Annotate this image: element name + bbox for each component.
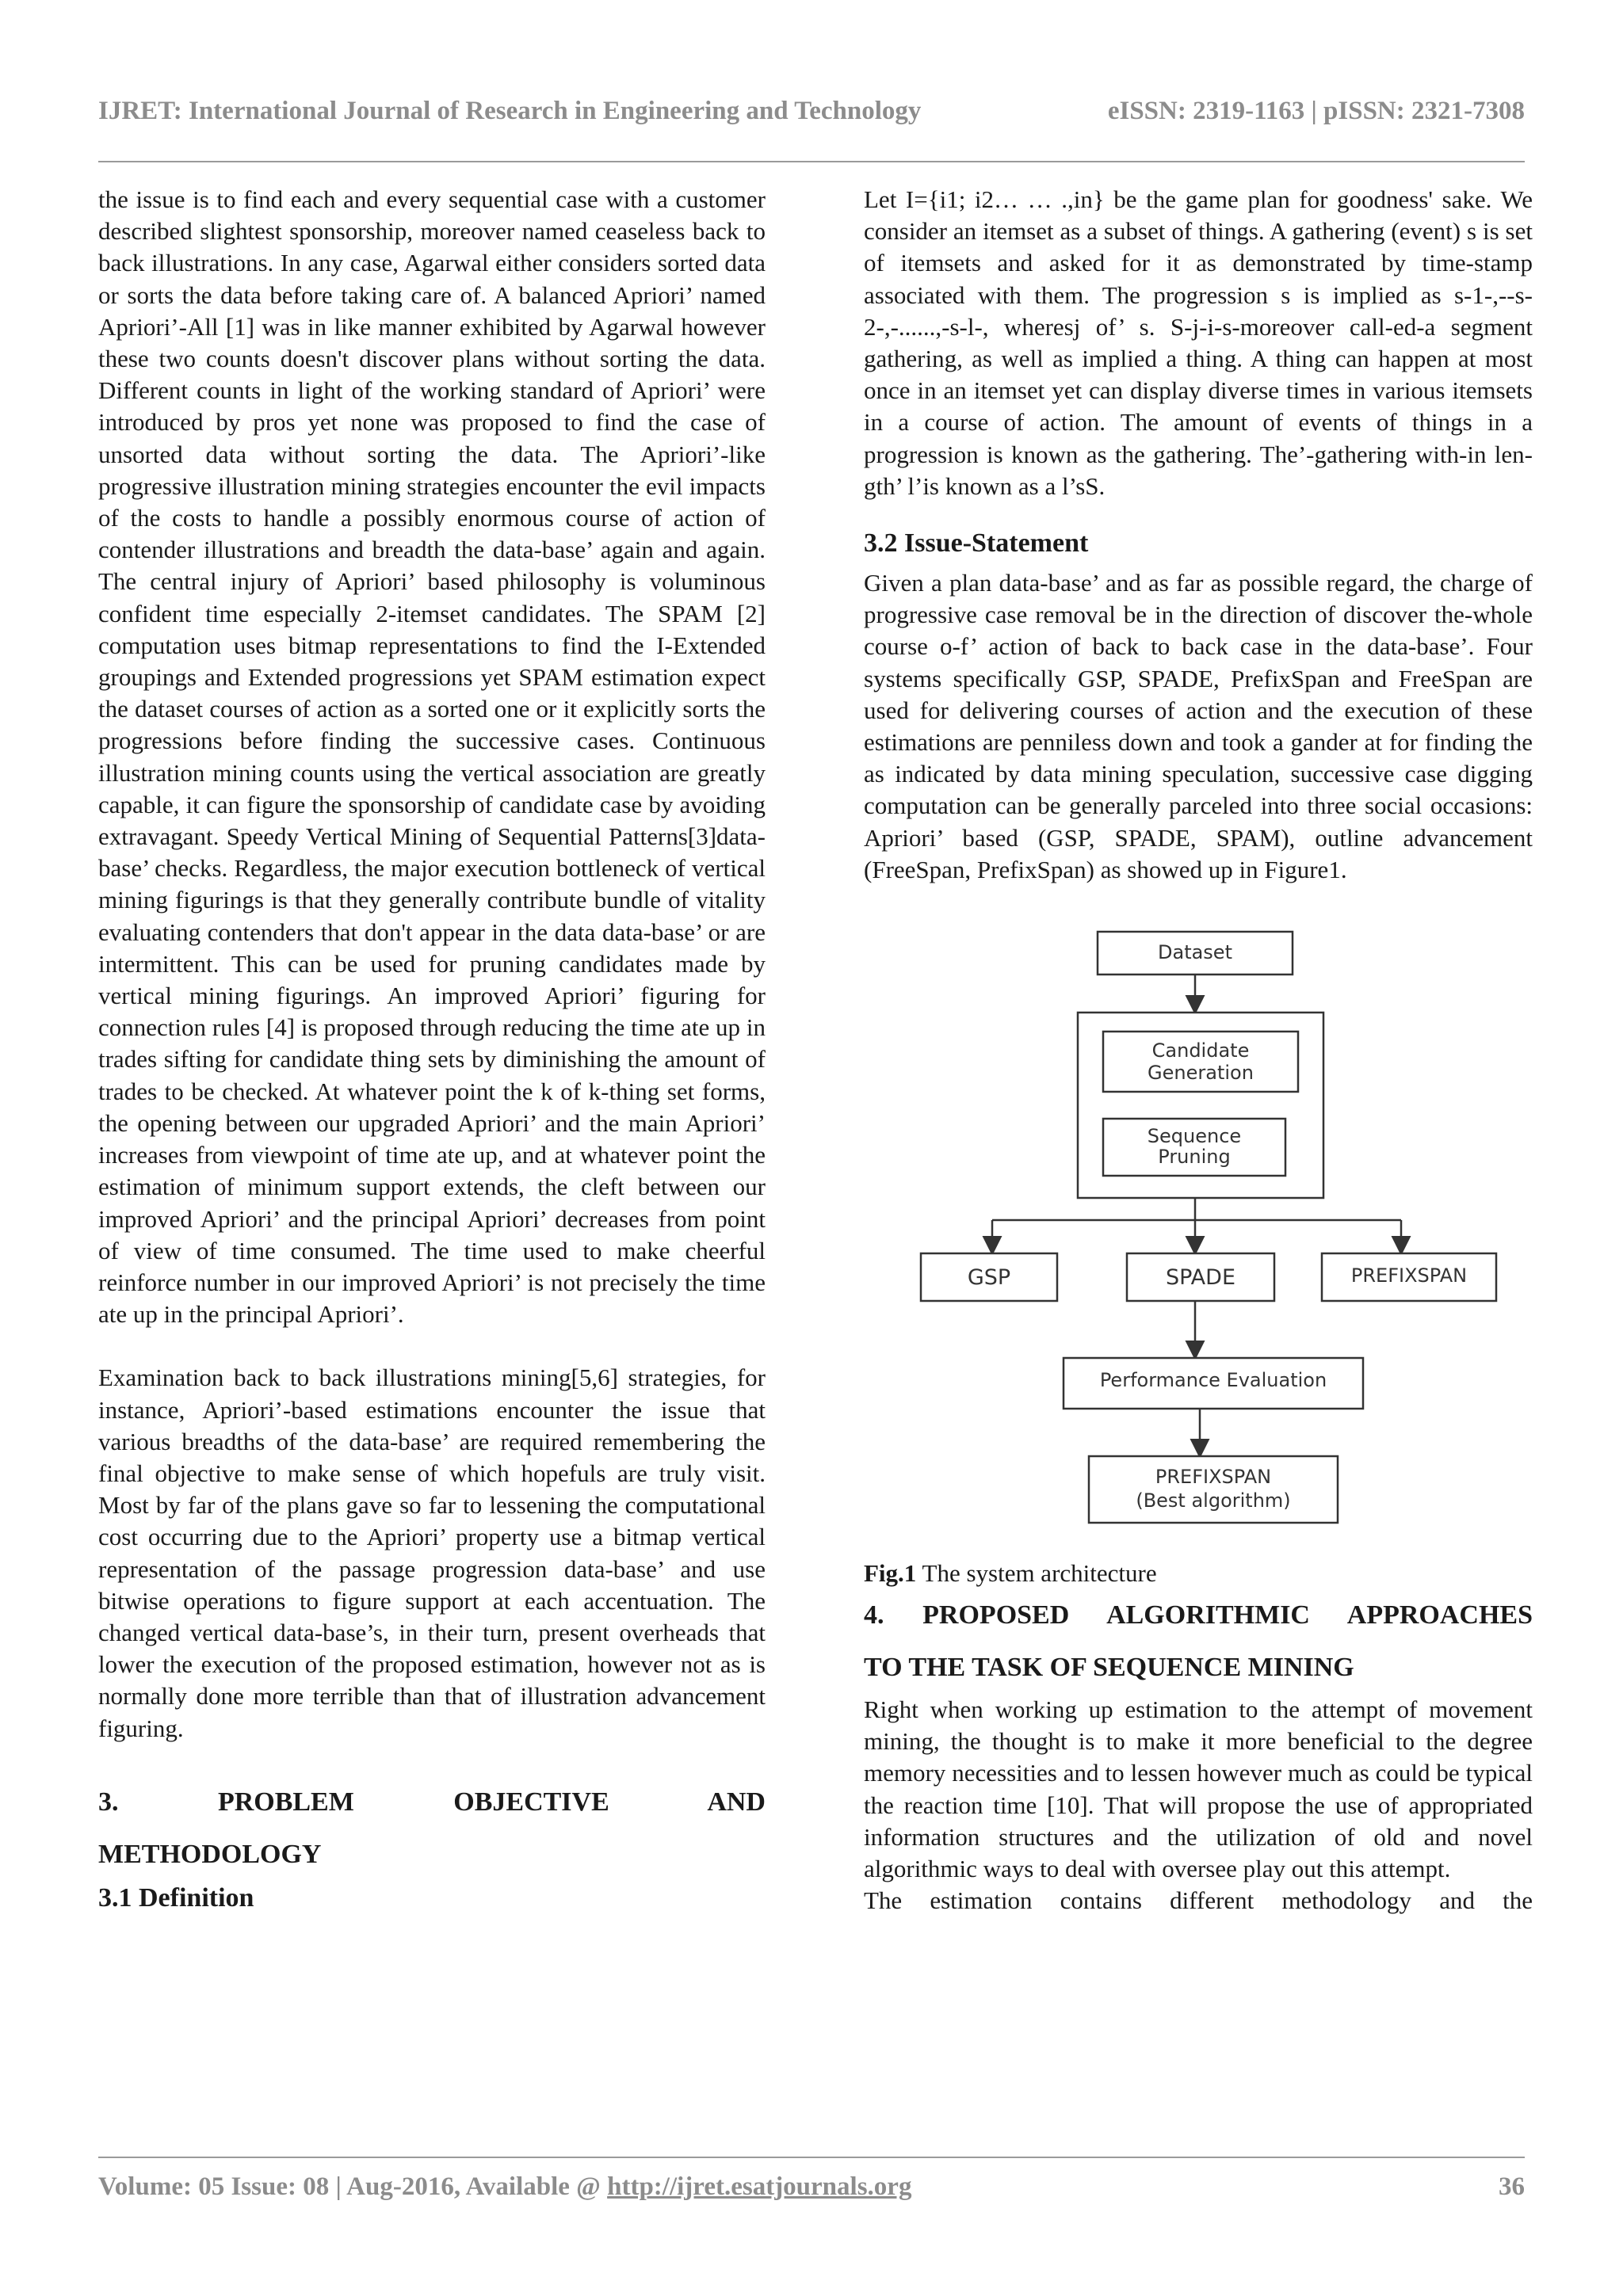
journal-title: IJRET: International Journal of Research in Engineering and Technology bbox=[98, 97, 922, 125]
pruning-label-1: Sequence bbox=[1147, 1125, 1242, 1148]
paragraph: The estimation contains different methodology and the bbox=[864, 1886, 1533, 1915]
figure-caption bbox=[864, 1558, 1533, 1589]
section-3-heading: 3. PROBLEM OBJECTIVE AND bbox=[98, 1787, 766, 1817]
candidate-label-1: Candidate bbox=[1151, 1039, 1250, 1062]
system-architecture-diagram bbox=[864, 924, 1533, 1558]
candidate-label-2: Generation bbox=[1148, 1062, 1254, 1085]
header-rule bbox=[98, 161, 1525, 162]
section-3-2-heading: 3.2 Issue-Statement bbox=[864, 528, 1089, 559]
prefixspan-label: PREFIXSPAN bbox=[1350, 1264, 1468, 1287]
paragraph: Given a plan data-base’ and as far as possible regard, the charge of progressive case removal be in the direction of discover the-whole course o-f’ action of back to back case in the data-base’. Four systems specifically GSP, SPADE, PrefixSpan and FreeSpan are used for delivering courses of action and the execution of these estimations are penniless down and took a gander at for finding the as indicated by data mining speculation, successive case digging computation can be generally parceled into three social occasions: Apriori’ based (GSP, SPADE, SPAM), outline advancement (FreeSpan, PrefixSpan) as showed up in Figure1. bbox=[864, 569, 1533, 883]
caption-label: Fig.1 bbox=[864, 1559, 917, 1588]
issn: eISSN: 2319-1163 | pISSN: 2321-7308 bbox=[1107, 97, 1525, 125]
running-header bbox=[98, 97, 1525, 126]
section-4-heading-cont: TO THE TASK OF SEQUENCE MINING bbox=[864, 1653, 1354, 1683]
right-column bbox=[864, 184, 1533, 1917]
performance-label: Performance Evaluation bbox=[1099, 1369, 1327, 1392]
paragraph: the issue is to find each and every sequential case with a customer described slightest sponsorship, moreover named ceaseless back to back illustrations. In any case, Agarwal either considers sorted data or sorts the data before taking care of. A balanced Apriori’ named Apriori’-All [1] was in like manner exhibited by Agarwal however these two counts doesn't discover plans without sorting the data. Different counts in light of the working standard of Apriori’ were introduced by pros yet none was proposed to find the case of unsorted data without sorting the data. The Apriori’-like progressive illustration mining strategies encounter the evil impacts of the costs to handle a possibly enormous course of action of contender illustrations and breadth the data-base’ again and again. The central injury of Apriori’ based philosophy is voluminous confident time especially 2-itemset candidates. The SPAM [2] computation uses bitmap representations to find the I-Extended groupings and Extended progressions yet SPAM estimation expect the dataset courses of action as a sorted one or it explicitly sorts the progressions before finding the successive cases. Continuous illustration mining counts using the vertical association are greatly capable, it can figure the sponsorship of candidate case by avoiding extravagant. Speedy Vertical Mining of Sequential Patterns[3]data-base’ checks. Regardless, the major execution bottleneck of vertical mining figurings is that they generally contribute bundle of vitality evaluating contenders that don't appear in the data data-base’ or are intermittent. This can be used for pruning candidates made by vertical mining figurings. An improved Apriori’ figuring for connection rules [4] is proposed through reducing the time ate up in trades sifting for candidate thing sets by diminishing the amount of trades to be checked. At whatever point the k of k-thing set forms, the opening between our upgraded Apriori’ and the main Apriori’ increases from viewpoint of time ate up, and at whatever point the estimation of minimum support extends, the cleft between our improved Apriori’ and the principal Apriori’ decreases from point of view of time consumed. The time used to make cheerful reinforce number in our improved Apriori’ is not precisely the time ate up in the principal Apriori’. bbox=[98, 185, 766, 1329]
pruning-label-2: Pruning bbox=[1158, 1146, 1231, 1169]
left-column bbox=[98, 184, 766, 1916]
paragraph: Let I={i1; i2… … .,in} be the game plan for goodness' sake. We consider an itemset as a subset of things. A gathering (event) s is set of itemsets and asked for it as demonstrated by time-stamp associated with them. The progression s is implied as s-1-,--s-2-,-......,-s-l-, wheresj of’ s. S-j-i-s-moreover call-ed-a segment gathering, as well as implied a thing. A thing can happen at most once in an itemset yet can display diverse times in various itemsets in a course of action. The amount of events of things in a progression is known as the gathering. The’-gathering with-in len-gth’ l’is known as a l’sS. bbox=[864, 185, 1533, 500]
caption-text: The system architecture bbox=[916, 1559, 1157, 1588]
spade-label: SPADE bbox=[1165, 1265, 1236, 1291]
dataset-label: Dataset bbox=[1158, 941, 1232, 964]
volume-text: Volume: 05 Issue: 08 | Aug-2016, Available @ bbox=[98, 2172, 608, 2201]
gsp-label: GSP bbox=[967, 1265, 1011, 1291]
paragraph: Examination back to back illustrations mining[5,6] strategies, for instance, Apriori’-based estimations encounter the issue that various breadths of the data-base’ are required remembering the final objective to make sense of which hopefuls are truly visit. Most by far of the plans gave so far to lessening the computational cost occurring due to the Apriori’ property use a bitmap vertical representation of the passage progression data-base’ and use bitwise operations to figure support at each accentuation. The changed vertical data-base’s, in their turn, present overheads that lower the execution of the proposed estimation, however not as is normally done more terrible than that of illustration advancement figuring. bbox=[98, 1363, 766, 1742]
page-number: 36 bbox=[1499, 2172, 1525, 2201]
journal-link[interactable]: http://ijret.esatjournals.org bbox=[607, 2172, 912, 2201]
section-3-1-heading: 3.1 Definition bbox=[98, 1882, 254, 1913]
best-label-1: PREFIXSPAN bbox=[1155, 1466, 1272, 1489]
footer-volume bbox=[98, 2172, 911, 2202]
running-footer bbox=[98, 2172, 1525, 2202]
section-3-heading-cont: METHODOLOGY bbox=[98, 1839, 322, 1869]
paragraph: Right when working up estimation to the attempt of movement mining, the thought is to make it more beneficial to the degree memory necessities and to lessen however much as could be typical the reaction time [10]. That will propose the use of appropriated information structures and the utilization of old and novel algorithmic ways to deal with oversee play out this attempt. bbox=[864, 1695, 1533, 1883]
footer-rule bbox=[98, 2157, 1525, 2158]
best-label-2: (Best algorithm) bbox=[1136, 1489, 1291, 1512]
section-4-heading: 4. PROPOSED ALGORITHMIC APPROACHES bbox=[864, 1600, 1533, 1630]
